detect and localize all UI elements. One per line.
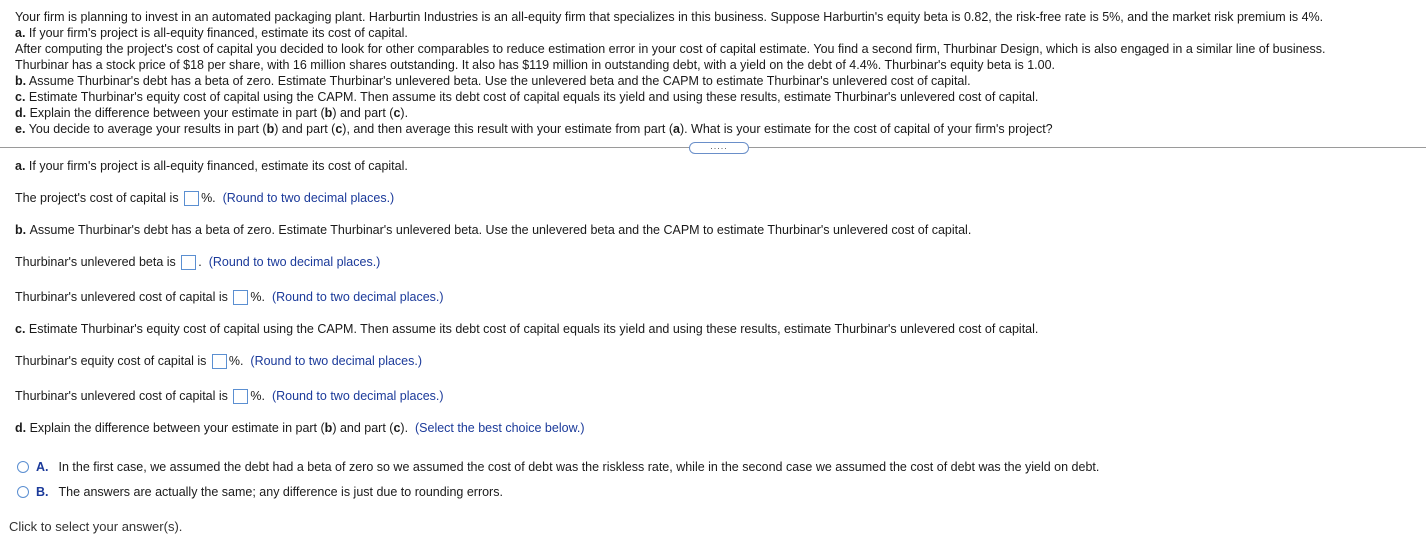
answer-a-row: The project's cost of capital is %. (Round to two decimal places.)	[15, 191, 395, 205]
choice-b[interactable]: B. The answers are actually the same; any difference is just due to rounding errors.	[17, 483, 503, 501]
problem-after-1: After computing the project's cost of capital you decided to look for other comparables to reduce estimation error in your cost of capital estimate. You find a second firm, Thurbinar Design, which is also engaged in a similar line of business.	[15, 42, 1326, 56]
answer-b-beta-row: Thurbinar's unlevered beta is . (Round to two decimal places.)	[15, 255, 381, 269]
expand-problem-button[interactable]: .....	[689, 142, 749, 154]
radio-choice-a[interactable]	[17, 461, 29, 473]
problem-intro: Your firm is planning to invest in an automated packaging plant. Harburtin Industries is an all-equity firm that specializes in this business. Suppose Harburtin's equity beta is 0.82, the risk-free rate is 5%, and the market risk premium is 4%.	[15, 10, 1324, 24]
question-a-heading: a. If your firm's project is all-equity financed, estimate its cost of capital.	[15, 159, 408, 173]
question-b-heading: b. Assume Thurbinar's debt has a beta of zero. Estimate Thurbinar's unlevered beta. Use the unlevered beta and the CAPM to estimate Thurbinar's unlevered cost of capital.	[15, 223, 972, 237]
problem-statement	[15, 9, 1415, 137]
problem-part-c: c. Estimate Thurbinar's equity cost of capital using the CAPM. Then assume its debt cost of capital equals its yield and using these results, estimate Thurbinar's unlevered cost of capital.	[15, 90, 1039, 104]
equity-cost-input[interactable]	[212, 354, 227, 369]
answer-b-cost-row: Thurbinar's unlevered cost of capital is %. (Round to two decimal places.)	[15, 290, 444, 304]
answer-c-equity-row: Thurbinar's equity cost of capital is %. (Round to two decimal places.)	[15, 354, 423, 368]
project-cost-of-capital-input[interactable]	[184, 191, 199, 206]
unlevered-beta-input[interactable]	[181, 255, 196, 270]
question-c-heading: c. Estimate Thurbinar's equity cost of capital using the CAPM. Then assume its debt cost of capital equals its yield and using these results, estimate Thurbinar's unlevered cost of capital.	[15, 322, 1039, 336]
problem-part-a: a. If your firm's project is all-equity financed, estimate its cost of capital.	[15, 26, 408, 40]
problem-part-e: e. You decide to average your results in part (b) and part (c), and then average this result with your estimate from part (a). What is your estimate for the cost of capital of your firm's project?	[15, 122, 1053, 136]
problem-part-b: b. Assume Thurbinar's debt has a beta of zero. Estimate Thurbinar's unlevered beta. Use the unlevered beta and the CAPM to estimate Thurbinar's unlevered cost of capital.	[15, 74, 971, 88]
problem-part-d: d. Explain the difference between your estimate in part (b) and part (c).	[15, 106, 409, 120]
unlevered-cost-input-c[interactable]	[233, 389, 248, 404]
answer-c-unlevered-row: Thurbinar's unlevered cost of capital is %. (Round to two decimal places.)	[15, 389, 444, 403]
radio-choice-b[interactable]	[17, 486, 29, 498]
footer-instruction: Click to select your answer(s).	[9, 519, 183, 534]
problem-after-2: Thurbinar has a stock price of $18 per share, with 16 million shares outstanding. It also has $119 million in outstanding debt, with a yield on the debt of 4.4%. Thurbinar's equity beta is 1.00.	[15, 58, 1056, 72]
choice-a[interactable]: A. In the first case, we assumed the debt had a beta of zero so we assumed the cost of debt was the riskless rate, while in the second case we assumed the cost of debt was the yield on debt.	[17, 458, 1099, 476]
unlevered-cost-input-b[interactable]	[233, 290, 248, 305]
question-d-heading: d. Explain the difference between your estimate in part ( b ) and part ( c ). (Select the best choice below.)	[15, 421, 585, 435]
